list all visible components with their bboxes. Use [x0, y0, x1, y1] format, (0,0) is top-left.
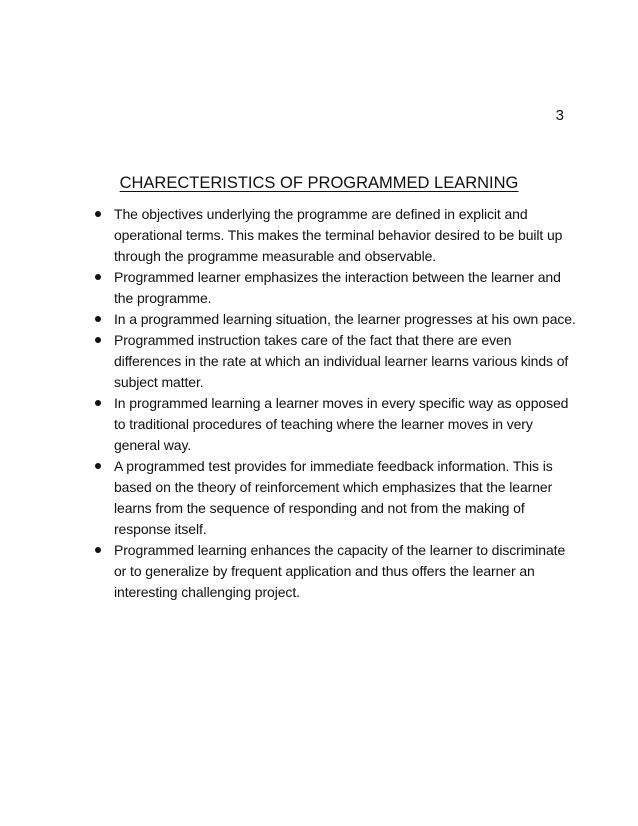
- list-item: [0, 540, 566, 603]
- list-item-text-line: Programmed learner emphasizes the interaction between the learner and: [114, 269, 561, 285]
- list-item: [0, 330, 569, 393]
- characteristics-list: [0, 204, 576, 603]
- list-item-text-line: based on the theory of reinforcement which emphasizes that the learner: [114, 479, 553, 495]
- list-item: [0, 267, 562, 309]
- list-item-text-line: the programme.: [114, 290, 212, 306]
- list-item-text-line: learns from the sequence of responding and not from the making of: [114, 500, 525, 516]
- list-item-text-line: In a programmed learning situation, the learner progresses at his own pace.: [114, 311, 576, 327]
- bullet-icon: [95, 547, 101, 553]
- list-item: [0, 204, 562, 267]
- bullet-icon: [95, 337, 101, 343]
- list-item-text-line: through the programme measurable and observable.: [114, 248, 437, 264]
- list-item: [0, 309, 576, 330]
- list-item-text-line: response itself.: [114, 521, 207, 537]
- page-title: CHARECTERISTICS OF PROGRAMMED LEARNING: [119, 174, 519, 192]
- list-item: [0, 456, 562, 540]
- list-item-text-line: interesting challenging project.: [114, 584, 300, 600]
- list-item-text-line: general way.: [114, 437, 192, 453]
- bullet-icon: [95, 274, 101, 280]
- list-item-text-line: The objectives underlying the programme are defined in explicit and: [114, 206, 528, 222]
- list-item-text-line: or to generalize by frequent application and thus offers the learner an: [114, 563, 535, 579]
- list-item-text-line: In programmed learning a learner moves in every specific way as opposed: [114, 395, 569, 411]
- list-item-text-line: subject matter.: [114, 374, 204, 390]
- list-item: [0, 393, 569, 456]
- list-item-text-line: A programmed test provides for immediate feedback information. This is: [114, 458, 553, 474]
- page-number: 3: [555, 107, 564, 124]
- list-item-text-line: Programmed learning enhances the capacity of the learner to discriminate: [114, 542, 566, 558]
- bullet-icon: [95, 211, 101, 217]
- list-item-text-line: to traditional procedures of teaching where the learner moves in very: [114, 416, 533, 432]
- bullet-icon: [95, 316, 101, 322]
- list-item-text-line: differences in the rate at which an individual learner learns various kinds of: [114, 353, 569, 369]
- list-item-text-line: Programmed instruction takes care of the fact that there are even: [114, 332, 512, 348]
- bullet-icon: [95, 463, 101, 469]
- list-item-text-line: operational terms. This makes the terminal behavior desired to be built up: [114, 227, 563, 243]
- bullet-icon: [95, 400, 101, 406]
